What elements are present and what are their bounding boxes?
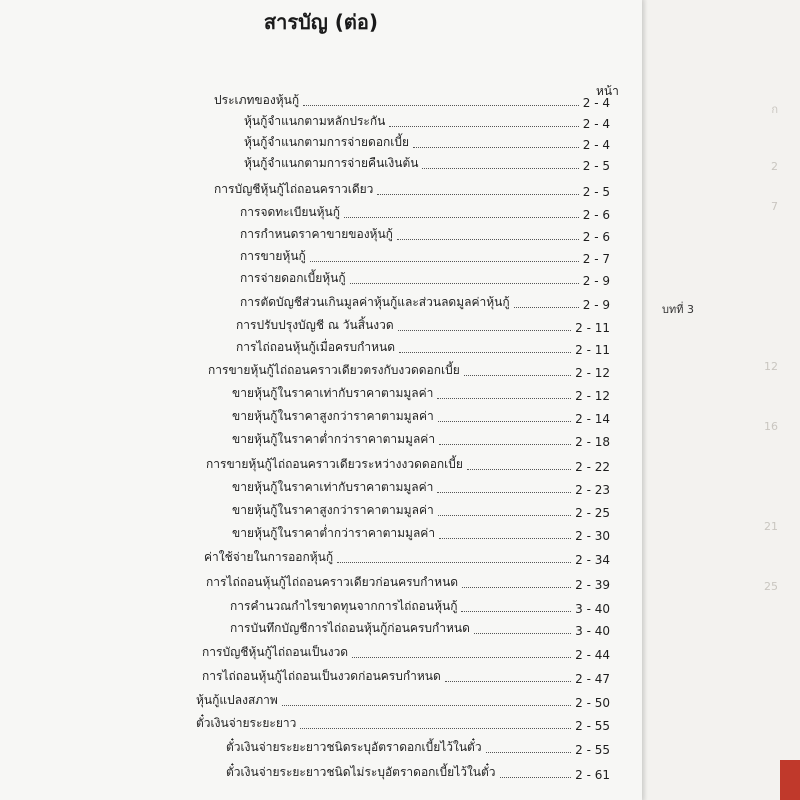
ghost-text: 2 <box>771 160 778 173</box>
toc-entry-page: 2 - 9 <box>582 298 610 312</box>
toc-entry-label: การจ่ายดอกเบี้ยหุ้นกู้ <box>240 271 346 285</box>
ghost-text: 12 <box>764 360 778 373</box>
dot-leader <box>422 168 578 169</box>
toc-entry <box>240 292 610 312</box>
toc-entry-page: 2 - 44 <box>575 648 610 662</box>
toc-entry-page: 2 - 30 <box>575 529 610 543</box>
toc-entry <box>232 477 610 497</box>
toc-entry-label: การคำนวณกำไรขาดทุนจากการไถ่ถอนหุ้นกู้ <box>230 599 458 613</box>
dot-leader <box>461 611 571 612</box>
toc-entry <box>244 153 610 173</box>
toc-entry-page: 2 - 11 <box>575 321 610 335</box>
toc-entry <box>232 500 610 520</box>
dot-leader <box>397 239 579 240</box>
toc-entry-label: การปรับปรุงบัญชี ณ วันสิ้นงวด <box>236 318 394 332</box>
toc-entry-page: 2 - 5 <box>582 185 610 199</box>
toc-entry <box>232 406 610 426</box>
toc-entry-label: การตัดบัญชีส่วนเกินมูลค่าหุ้นกู้และส่วนลดมูลค่าหุ้นกู้ <box>240 295 510 309</box>
toc-entry-page: 2 - 4 <box>582 138 610 152</box>
toc-entry-page: 2 - 9 <box>582 274 610 288</box>
toc-entry <box>240 268 610 288</box>
toc-entry-label: การจดทะเบียนหุ้นกู้ <box>240 205 340 219</box>
dot-leader <box>399 352 571 353</box>
toc-entry-label: ค่าใช้จ่ายในการออกหุ้นกู้ <box>204 550 334 564</box>
toc-entry-page: 2 - 12 <box>575 389 610 403</box>
toc-entry-label: การขายหุ้นกู้ไถ่ถอนคราวเดียวตรงกับงวดดอกเบี้ย <box>208 363 460 377</box>
toc-entry <box>196 713 610 733</box>
toc-entry-label: หุ้นกู้จำแนกตามการจ่ายคืนเงินต้น <box>244 156 419 170</box>
toc-entry-page: 3 - 40 <box>575 624 610 638</box>
toc-entry-page: 2 - 14 <box>575 412 610 426</box>
book-cover-edge <box>780 760 800 800</box>
toc-entry-label: ตั๋วเงินจ่ายระยะยาวชนิดไม่ระบุอัตราดอกเบี้ยไว้ในตั๋ว <box>226 765 496 779</box>
ghost-text: 16 <box>764 420 778 433</box>
page-title: สารบัญ (ต่อ) <box>263 10 379 34</box>
dot-leader <box>398 330 571 331</box>
toc-entry-page: 2 - 12 <box>575 366 610 380</box>
toc-entry-page: 2 - 34 <box>575 553 610 567</box>
toc-entry <box>240 202 610 222</box>
dot-leader <box>514 307 579 308</box>
toc-entry <box>226 737 610 757</box>
toc-entry-label: ขายหุ้นกู้ในราคาต่ำกว่าราคาตามมูลค่า <box>232 432 436 446</box>
toc-entry-page: 2 - 7 <box>582 252 610 266</box>
toc-entry <box>196 690 610 710</box>
toc-entry <box>214 179 610 199</box>
toc-entry <box>240 224 610 244</box>
toc-entry-label: การไถ่ถอนหุ้นกู้ไถ่ถอนเป็นงวดก่อนครบกำหนด <box>202 669 441 683</box>
toc-entry-page: 2 - 22 <box>575 460 610 474</box>
dot-leader <box>303 105 579 106</box>
toc-entry-label: ขายหุ้นกู้ในราคาเท่ากับราคาตามมูลค่า <box>232 386 434 400</box>
dot-leader <box>500 777 572 778</box>
dot-leader <box>377 194 578 195</box>
page-column-header: หน้า <box>596 84 619 98</box>
toc-entry <box>206 454 610 474</box>
toc-entry-label: ประเภทของหุ้นกู้ <box>214 93 300 107</box>
toc-entry-page: 2 - 61 <box>575 768 610 782</box>
toc-entry <box>226 762 610 782</box>
toc-entry-page: 2 - 23 <box>575 483 610 497</box>
toc-entry-page: 2 - 55 <box>575 719 610 733</box>
toc-entry-page: 2 - 25 <box>575 506 610 520</box>
dot-leader <box>474 633 571 634</box>
toc-entry <box>230 596 610 616</box>
dot-leader <box>300 728 571 729</box>
toc-entry-page: 2 - 18 <box>575 435 610 449</box>
toc-entry-page: 2 - 11 <box>575 343 610 357</box>
toc-entry-page: 2 - 55 <box>575 743 610 757</box>
toc-entry-label: การขายหุ้นกู้ไถ่ถอนคราวเดียวระหว่างงวดดอกเบี้ย <box>206 457 463 471</box>
dot-leader <box>445 681 571 682</box>
toc-entry <box>232 429 610 449</box>
toc-entry <box>240 246 610 266</box>
toc-entry-label: การบันทึกบัญชีการไถ่ถอนหุ้นกู้ก่อนครบกำหนด <box>230 621 470 635</box>
dot-leader <box>350 283 579 284</box>
toc-entry-label: หุ้นกู้จำแนกตามการจ่ายดอกเบี้ย <box>244 135 410 149</box>
toc-entry-page: 2 - 47 <box>575 672 610 686</box>
toc-entry <box>202 642 610 662</box>
toc-entry-label: ขายหุ้นกู้ในราคาต่ำกว่าราคาตามมูลค่า <box>232 526 436 540</box>
toc-entry-label: หุ้นกู้แปลงสภาพ <box>196 693 278 707</box>
toc-entry <box>214 90 610 110</box>
toc-entry-page: 2 - 5 <box>582 159 610 173</box>
dot-leader <box>464 375 571 376</box>
toc-entry-label: การกำหนดราคาขายของหุ้นกู้ <box>240 227 393 241</box>
toc-entry <box>232 383 610 403</box>
dot-leader <box>389 126 578 127</box>
dot-leader <box>467 469 571 470</box>
toc-entry-label: การไถ่ถอนหุ้นกู้ไถ่ถอนคราวเดียวก่อนครบกำหนด <box>206 575 459 589</box>
toc-entry-page: 2 - 6 <box>582 230 610 244</box>
dot-leader <box>282 705 571 706</box>
dot-leader <box>438 421 571 422</box>
dot-leader <box>437 398 571 399</box>
toc-entry-label: การขายหุ้นกู้ <box>240 249 306 263</box>
ghost-text: 21 <box>764 520 778 533</box>
toc-entry <box>244 111 610 131</box>
toc-entry <box>206 572 610 592</box>
toc-entry-page: 2 - 50 <box>575 696 610 710</box>
toc-entry <box>208 360 610 380</box>
toc-entry-label: การบัญชีหุ้นกู้ไถ่ถอนคราวเดียว <box>214 182 374 196</box>
toc-entry <box>236 315 610 335</box>
dot-leader <box>462 587 571 588</box>
toc-entry-label: การไถ่ถอนหุ้นกู้เมื่อครบกำหนด <box>236 340 396 354</box>
ghost-text: 7 <box>771 200 778 213</box>
dot-leader <box>337 562 571 563</box>
toc-entry-label: ตั๋วเงินจ่ายระยะยาวชนิดระบุอัตราดอกเบี้ยไว้ในตั๋ว <box>226 740 482 754</box>
toc-entry-page: 2 - 4 <box>582 96 610 110</box>
toc-entry <box>204 547 610 567</box>
toc-entry <box>236 337 610 357</box>
toc-entry-page: 2 - 39 <box>575 578 610 592</box>
toc-entry <box>244 132 610 152</box>
toc-entry-label: ขายหุ้นกู้ในราคาสูงกว่าราคาตามมูลค่า <box>232 503 434 517</box>
dot-leader <box>486 752 572 753</box>
dot-leader <box>437 492 571 493</box>
dot-leader <box>413 147 579 148</box>
ghost-text: 25 <box>764 580 778 593</box>
toc-entry-label: การบัญชีหุ้นกู้ไถ่ถอนเป็นงวด <box>202 645 349 659</box>
facing-page-chapter-label: บทที่ 3 <box>662 303 694 316</box>
toc-entry-page: 3 - 40 <box>575 602 610 616</box>
dot-leader <box>438 515 571 516</box>
dot-leader <box>439 444 571 445</box>
toc-entry <box>202 666 610 686</box>
toc-entry <box>230 618 610 638</box>
toc-entry-label: ตั๋วเงินจ่ายระยะยาว <box>196 716 297 730</box>
dot-leader <box>352 657 571 658</box>
dot-leader <box>310 261 579 262</box>
toc-entry-label: หุ้นกู้จำแนกตามหลักประกัน <box>244 114 386 128</box>
toc-entry-page: 2 - 4 <box>582 117 610 131</box>
toc-entry-page: 2 - 6 <box>582 208 610 222</box>
toc-entry-label: ขายหุ้นกู้ในราคาสูงกว่าราคาตามมูลค่า <box>232 409 434 423</box>
dot-leader <box>344 217 579 218</box>
dot-leader <box>439 538 571 539</box>
toc-entry-label: ขายหุ้นกู้ในราคาเท่ากับราคาตามมูลค่า <box>232 480 434 494</box>
toc-entry <box>232 523 610 543</box>
ghost-text: ก <box>771 103 778 116</box>
